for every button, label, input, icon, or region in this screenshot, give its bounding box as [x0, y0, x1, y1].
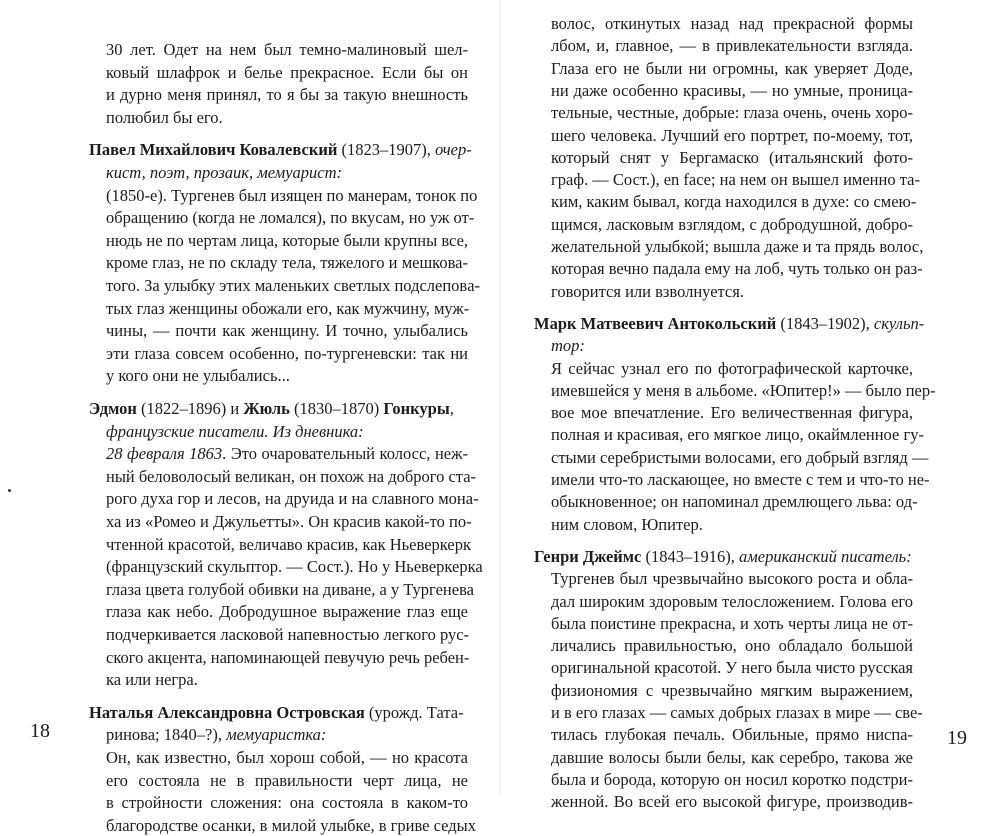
author-role: тор: — [551, 336, 585, 356]
text-line: тилась глубокая печаль. Обильные, прямо ниспа- — [551, 725, 913, 745]
text-line: женной. Во всей его высокой фигуре, производив- — [551, 792, 913, 812]
author-dates: (урожд. Тата- — [364, 702, 464, 722]
text-line: оригинальной красотой. У него была чисто русская — [551, 658, 913, 678]
author-name: Генри Джеймс — [534, 546, 642, 566]
author-name: Жюль — [243, 399, 290, 418]
text-line: которая вечно падала ему на лоб, чуть только он раз- — [551, 259, 923, 279]
text-line: который снят у Бергамаско (итальянский фото- — [551, 147, 913, 167]
text-line: кроме глаз, не по складу тела, тяжелого и мешкова- — [106, 253, 468, 273]
author-role: скульп- — [873, 313, 925, 333]
text-line: глаза цвета голубой обивки на диване, а у Тургенева — [106, 579, 474, 599]
text-line: у кого они не улыбались... — [106, 366, 290, 386]
author-name: Эдмон — [89, 399, 137, 418]
text-line: Я сейчас узнал его по фотографической карточке, — [551, 358, 913, 378]
author-dates: (1830–1870) — [289, 399, 384, 418]
punctuation: , — [449, 399, 454, 418]
author-name: Гонкуры — [383, 399, 450, 418]
text-line: дал широким здоровым телосложением. Голова его — [551, 591, 913, 611]
text-line: физиономия с чрезвычайно мягким выражением, — [551, 680, 913, 700]
author-dates: (1843–1902), — [776, 313, 874, 333]
text-line: эти глаза совсем особенно, по-тургеневски: так ни — [106, 343, 468, 363]
text-line: ни даже особенно красивы, — но умные, проница- — [551, 80, 913, 100]
text-line: и дурно меня принял, то я бы за такую внешность — [106, 85, 468, 105]
text-line: тых глаз женщины обожали его, как мужчину, муж- — [106, 298, 470, 318]
author-name: Павел Михайлович Ковалевский — [89, 140, 338, 160]
text-line: ского акцента, напоминающей певучую речь ребен- — [106, 647, 470, 667]
text-line: вое мое впечатление. Его величественная фигура, — [551, 403, 913, 423]
text-line: граф. — Сост.), en face; на нем он вышел именно та- — [551, 170, 920, 190]
text-line: имели что-то ласкающее, но вместе с тем и что-то не- — [551, 470, 930, 489]
author-dates: (1843–1916), — [641, 546, 739, 566]
text-line: того. За улыбку этих маленьких светлых подслеповa- — [106, 276, 481, 295]
text-line: Глаза его не были ни огромны, как уверяет Доде, — [551, 58, 913, 78]
author-role: кист, поэт, прозаик, мемуарист: — [106, 163, 343, 182]
author-role: американский писатель: — [739, 546, 912, 566]
text-line: стыми серебристыми волосами, его добрый взгляд — — [551, 447, 929, 467]
author-role: французские писатели. Из дневника: — [106, 421, 364, 441]
text-line: ный беловолосый великан, он похож на доброго ста- — [106, 466, 477, 486]
author-name: Марк Матвеевич Антокольский — [534, 313, 777, 333]
text-line: полная и красивая, его мягкое лицо, окаймленное гу- — [551, 425, 924, 445]
text-line: полюбил бы его. — [106, 107, 223, 127]
page-number: 18 — [30, 720, 50, 742]
text-line: Он, как известно, был хорош собой, — но красота — [106, 748, 468, 767]
text-line: была и борода, которую он носил коротко подстри- — [551, 769, 913, 789]
text-line: щимся, ласковым взглядом, с добродушной, добро- — [551, 214, 913, 234]
text-line: ковый шлафрок и белье прекрасное. Если бы он — [106, 62, 468, 82]
text-line: (французский скульптор. — Сост.). Но у Ньеверкерка — [106, 557, 483, 577]
text-line: глаза как небо. Добродушное выражение глаз еще — [106, 602, 468, 622]
page-number: 19 — [947, 727, 967, 749]
text-line: подчеркивается ласковой напевностью легкого рус- — [106, 625, 470, 644]
author-dates: (1822–1896) и — [136, 399, 244, 418]
text-line: имевшейся у меня в альбоме. «Юпитер!» — было пер- — [551, 380, 936, 400]
author-name: Наталья Александровна Островская — [89, 702, 365, 722]
text-line: его состояла не в правильности черт лица, не — [106, 770, 468, 790]
text-line: чтенной красотой, величаво красив, как Ньеверкерк — [106, 534, 471, 554]
text-line: и в его глазах — самых добрых глазах в мире — све- — [551, 703, 923, 722]
text-line: благородстве осанки, в милой улыбке, в гриве седых — [106, 815, 476, 835]
text-line: 30 лет. Одет на нем был темно-малиновый шел- — [106, 40, 468, 59]
text-line: в стройности сложения: она состояла в каком-то — [106, 793, 468, 813]
text-line: Тургенев был чрезвычайно высокого роста и обла- — [551, 569, 913, 589]
entry-heading — [534, 547, 913, 567]
text-line: чины, — почти как женщину. И точно, улыбались — [106, 321, 468, 341]
text-line: обыкновенное; он напоминал дремлющего льва: од- — [551, 492, 918, 512]
author-role: мемуаристка: — [226, 725, 327, 745]
text-line: личались правильностью, оно обладало большой — [551, 636, 913, 656]
text-line: нюдь не по чертам лица, которые были крупны все, — [106, 230, 469, 250]
text-line: ха из «Ромео и Джульетты». Он красив какой-то по- — [106, 512, 472, 531]
text-line: волос, откинутых назад над прекрасной формы — [551, 14, 913, 33]
diary-date: 28 февраля 1863 — [106, 444, 223, 464]
text-line: обращению (когда не ломался), по вкусам, но уж от- — [106, 208, 475, 228]
text-line: тельные, честные, добрые: глаза очень, очень хоро- — [551, 103, 913, 123]
text-fragment: . Это очаровательный колосс, неж- — [222, 444, 468, 464]
entry-heading — [89, 703, 464, 723]
text-line: говорится или взволнуется. — [551, 281, 744, 301]
text-line: лбом, и, главное, — в привлекательности взгляда. — [551, 36, 913, 56]
left-page-tail — [0, 0, 500, 835]
text-line: рого духа гор и лесов, на друида и на славного мона- — [106, 489, 479, 509]
text-line: ким, каким бывал, когда находился в духе: со смею- — [551, 192, 917, 212]
author-dates: ринова; 1840–?), — [106, 725, 227, 745]
author-dates: (1823–1907), — [337, 140, 435, 160]
text-line: давшие волосы были белы, как серебро, такова же — [551, 747, 913, 767]
text-line: желательной улыбкой; вышла даже и та прядь волос, — [551, 237, 924, 256]
text-line: была поистине прекрасна, и хоть черты лица не от- — [551, 613, 913, 633]
text-line: (1850-е). Тургенев был изящен по манерам, тонок по — [106, 185, 478, 205]
entry-heading-cont — [106, 725, 326, 745]
author-role: очер- — [434, 140, 472, 160]
right-page — [500, 0, 1000, 812]
entry-heading — [534, 313, 925, 334]
text-line: ка или негра. — [106, 670, 198, 690]
text-line: ним словом, Юпитер. — [551, 514, 703, 534]
text-line: шего человека. Лучший его портрет, по-моему, тот, — [551, 125, 913, 145]
